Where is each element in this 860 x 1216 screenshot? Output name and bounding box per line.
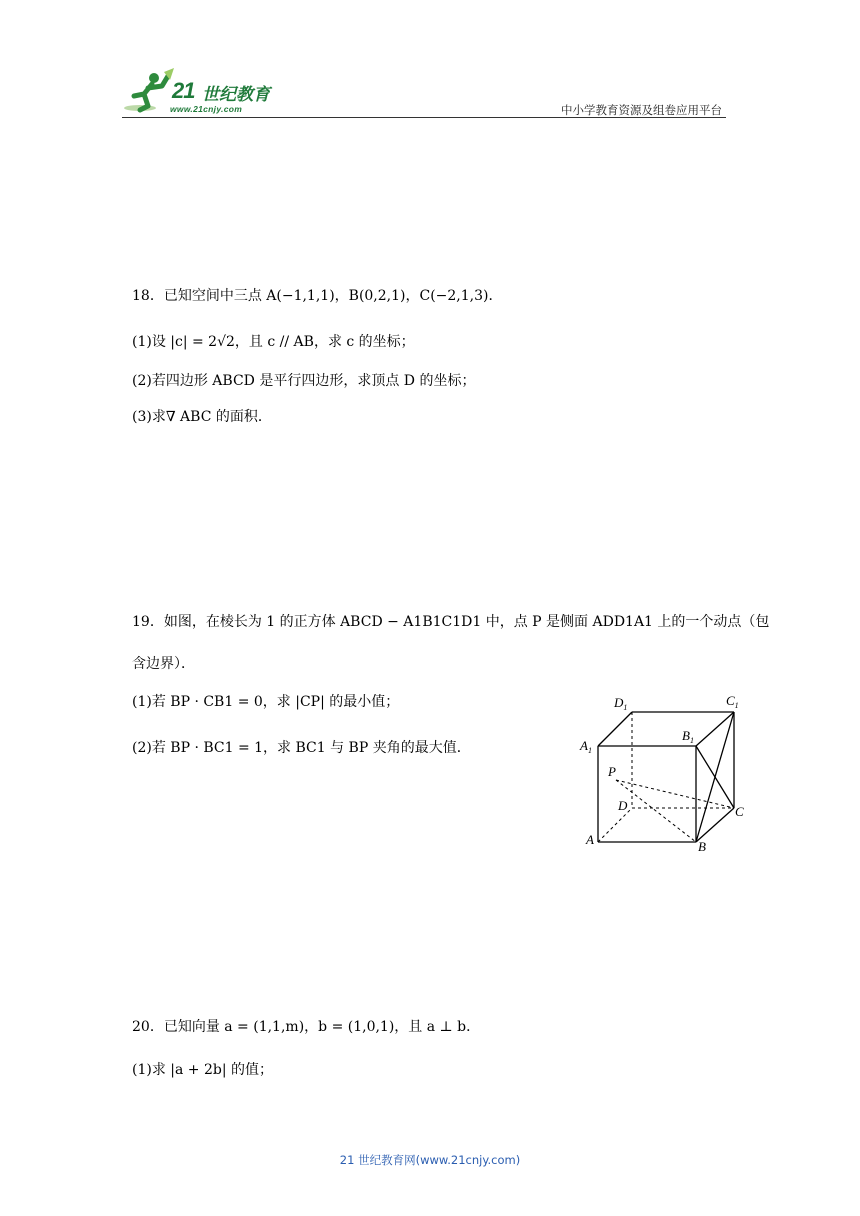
logo-number: 21 <box>172 78 195 103</box>
q19-stem-line2: 含边界）． <box>132 656 195 672</box>
edge-B1C1 <box>696 712 734 746</box>
cube-figure <box>578 692 748 852</box>
q18-part1: (1)设 |c| = 2√2，且 c // AB，求 c 的坐标； <box>132 334 415 350</box>
label-P: P <box>608 764 616 779</box>
runner-logo-icon <box>122 66 174 116</box>
logo-name: 世纪教育 <box>202 85 270 105</box>
hidden-edge-AD <box>598 808 632 842</box>
q18-part3: (3)求∇ ABC 的面积． <box>132 409 272 425</box>
header-divider <box>122 117 726 118</box>
label-B1: $B_1$ <box>682 728 694 745</box>
platform-tagline: 中小学教育资源及组卷应用平台 <box>561 103 722 117</box>
q19-stem-line1: 19．如图，在棱长为 1 的正方体 ABCD − A1B1C1D1 中，点 P 是侧面 ADD1A1 上的一个动点（包 <box>132 614 770 630</box>
q18-stem <box>132 286 502 306</box>
q18-part2: (2)若四边形 ABCD 是平行四边形，求顶点 D 的坐标； <box>132 373 476 389</box>
page-footer[interactable]: 21 世纪教育网(www.21cnjy.com) <box>339 1153 521 1167</box>
label-A1: $A_1$ <box>580 738 592 755</box>
segment-PC <box>616 780 734 808</box>
q19-part1: (1)若 BP · CB1 = 0，求 |CP| 的最小值； <box>132 694 400 710</box>
q20-part1: (1)求 |a + 2b| 的值； <box>132 1062 274 1078</box>
edge-A1D1 <box>598 712 632 746</box>
label-D: D <box>618 798 628 813</box>
site-logo <box>122 66 292 120</box>
q20-stem: 20．已知向量 a = (1,1,m)，b = (1,0,1)，且 a ⊥ b． <box>132 1019 481 1035</box>
label-D1: $D_1$ <box>614 695 628 712</box>
logo-url: www.21cnjy.com <box>170 104 243 114</box>
segment-PB <box>616 780 696 842</box>
label-A: A <box>586 832 594 847</box>
label-C: C <box>735 804 744 819</box>
page-header <box>122 66 726 120</box>
label-C1: $C_1$ <box>726 693 739 710</box>
segment-BC1 <box>696 712 734 842</box>
label-B: B <box>698 839 706 852</box>
q18-stem-text: 18．已知空间中三点 A(−1,1,1)，B(0,2,1)，C(−2,1,3)． <box>132 288 503 304</box>
q19-part2: (2)若 BP · BC1 = 1，求 BC1 与 BP 夹角的最大值． <box>132 740 471 756</box>
edge-BC <box>696 808 734 842</box>
